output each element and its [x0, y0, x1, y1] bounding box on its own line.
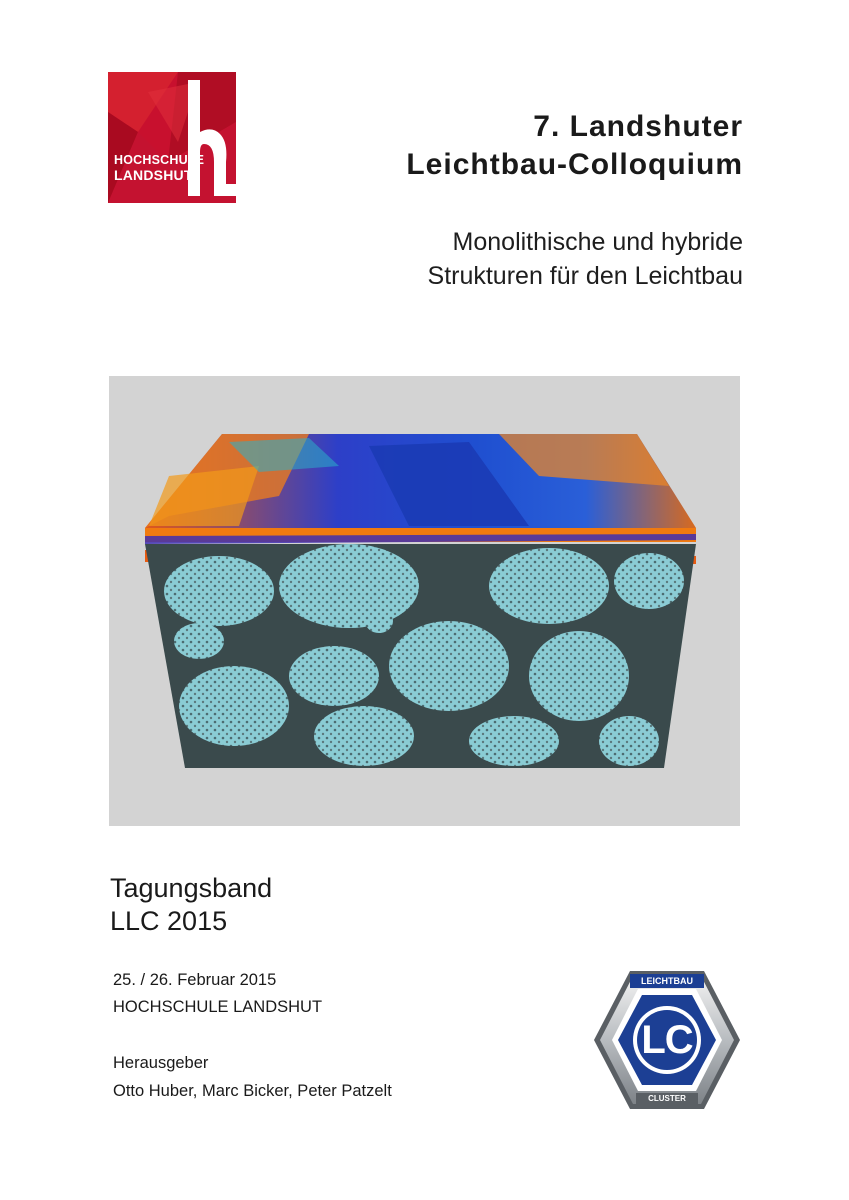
event-date: 25. / 26. Februar 2015: [113, 971, 277, 989]
title-line-1: 7. Landshuter: [533, 110, 743, 143]
cluster-logo-bottom-text: CLUSTER: [648, 1094, 686, 1103]
editors-names: Otto Huber, Marc Bicker, Peter Patzelt: [113, 1082, 392, 1100]
logo-text-line2: LANDSHUT: [114, 167, 193, 183]
cluster-logo-letters: LC: [641, 1018, 693, 1062]
subtitle-line-2: Strukturen für den Leichtbau: [427, 262, 743, 290]
leichtbau-cluster-logo: [592, 965, 742, 1115]
proceedings-line-2: LLC 2015: [110, 906, 228, 936]
hochschule-landshut-logo: [108, 72, 236, 203]
logo-graphic: [108, 72, 236, 203]
microstructure-block-graphic: [109, 376, 740, 826]
subtitle-line-1: Monolithische und hybride: [452, 228, 743, 256]
proceedings-line-1: Tagungsband: [110, 873, 273, 903]
editors-label: Herausgeber: [113, 1054, 209, 1072]
event-venue: HOCHSCHULE LANDSHUT: [113, 998, 323, 1016]
title-line-2: Leichtbau-Colloquium: [406, 148, 743, 181]
cover-image: [109, 376, 740, 826]
logo-text-line1: HOCHSCHULE: [114, 153, 205, 167]
cluster-logo-top-text: LEICHTBAU: [641, 976, 693, 986]
